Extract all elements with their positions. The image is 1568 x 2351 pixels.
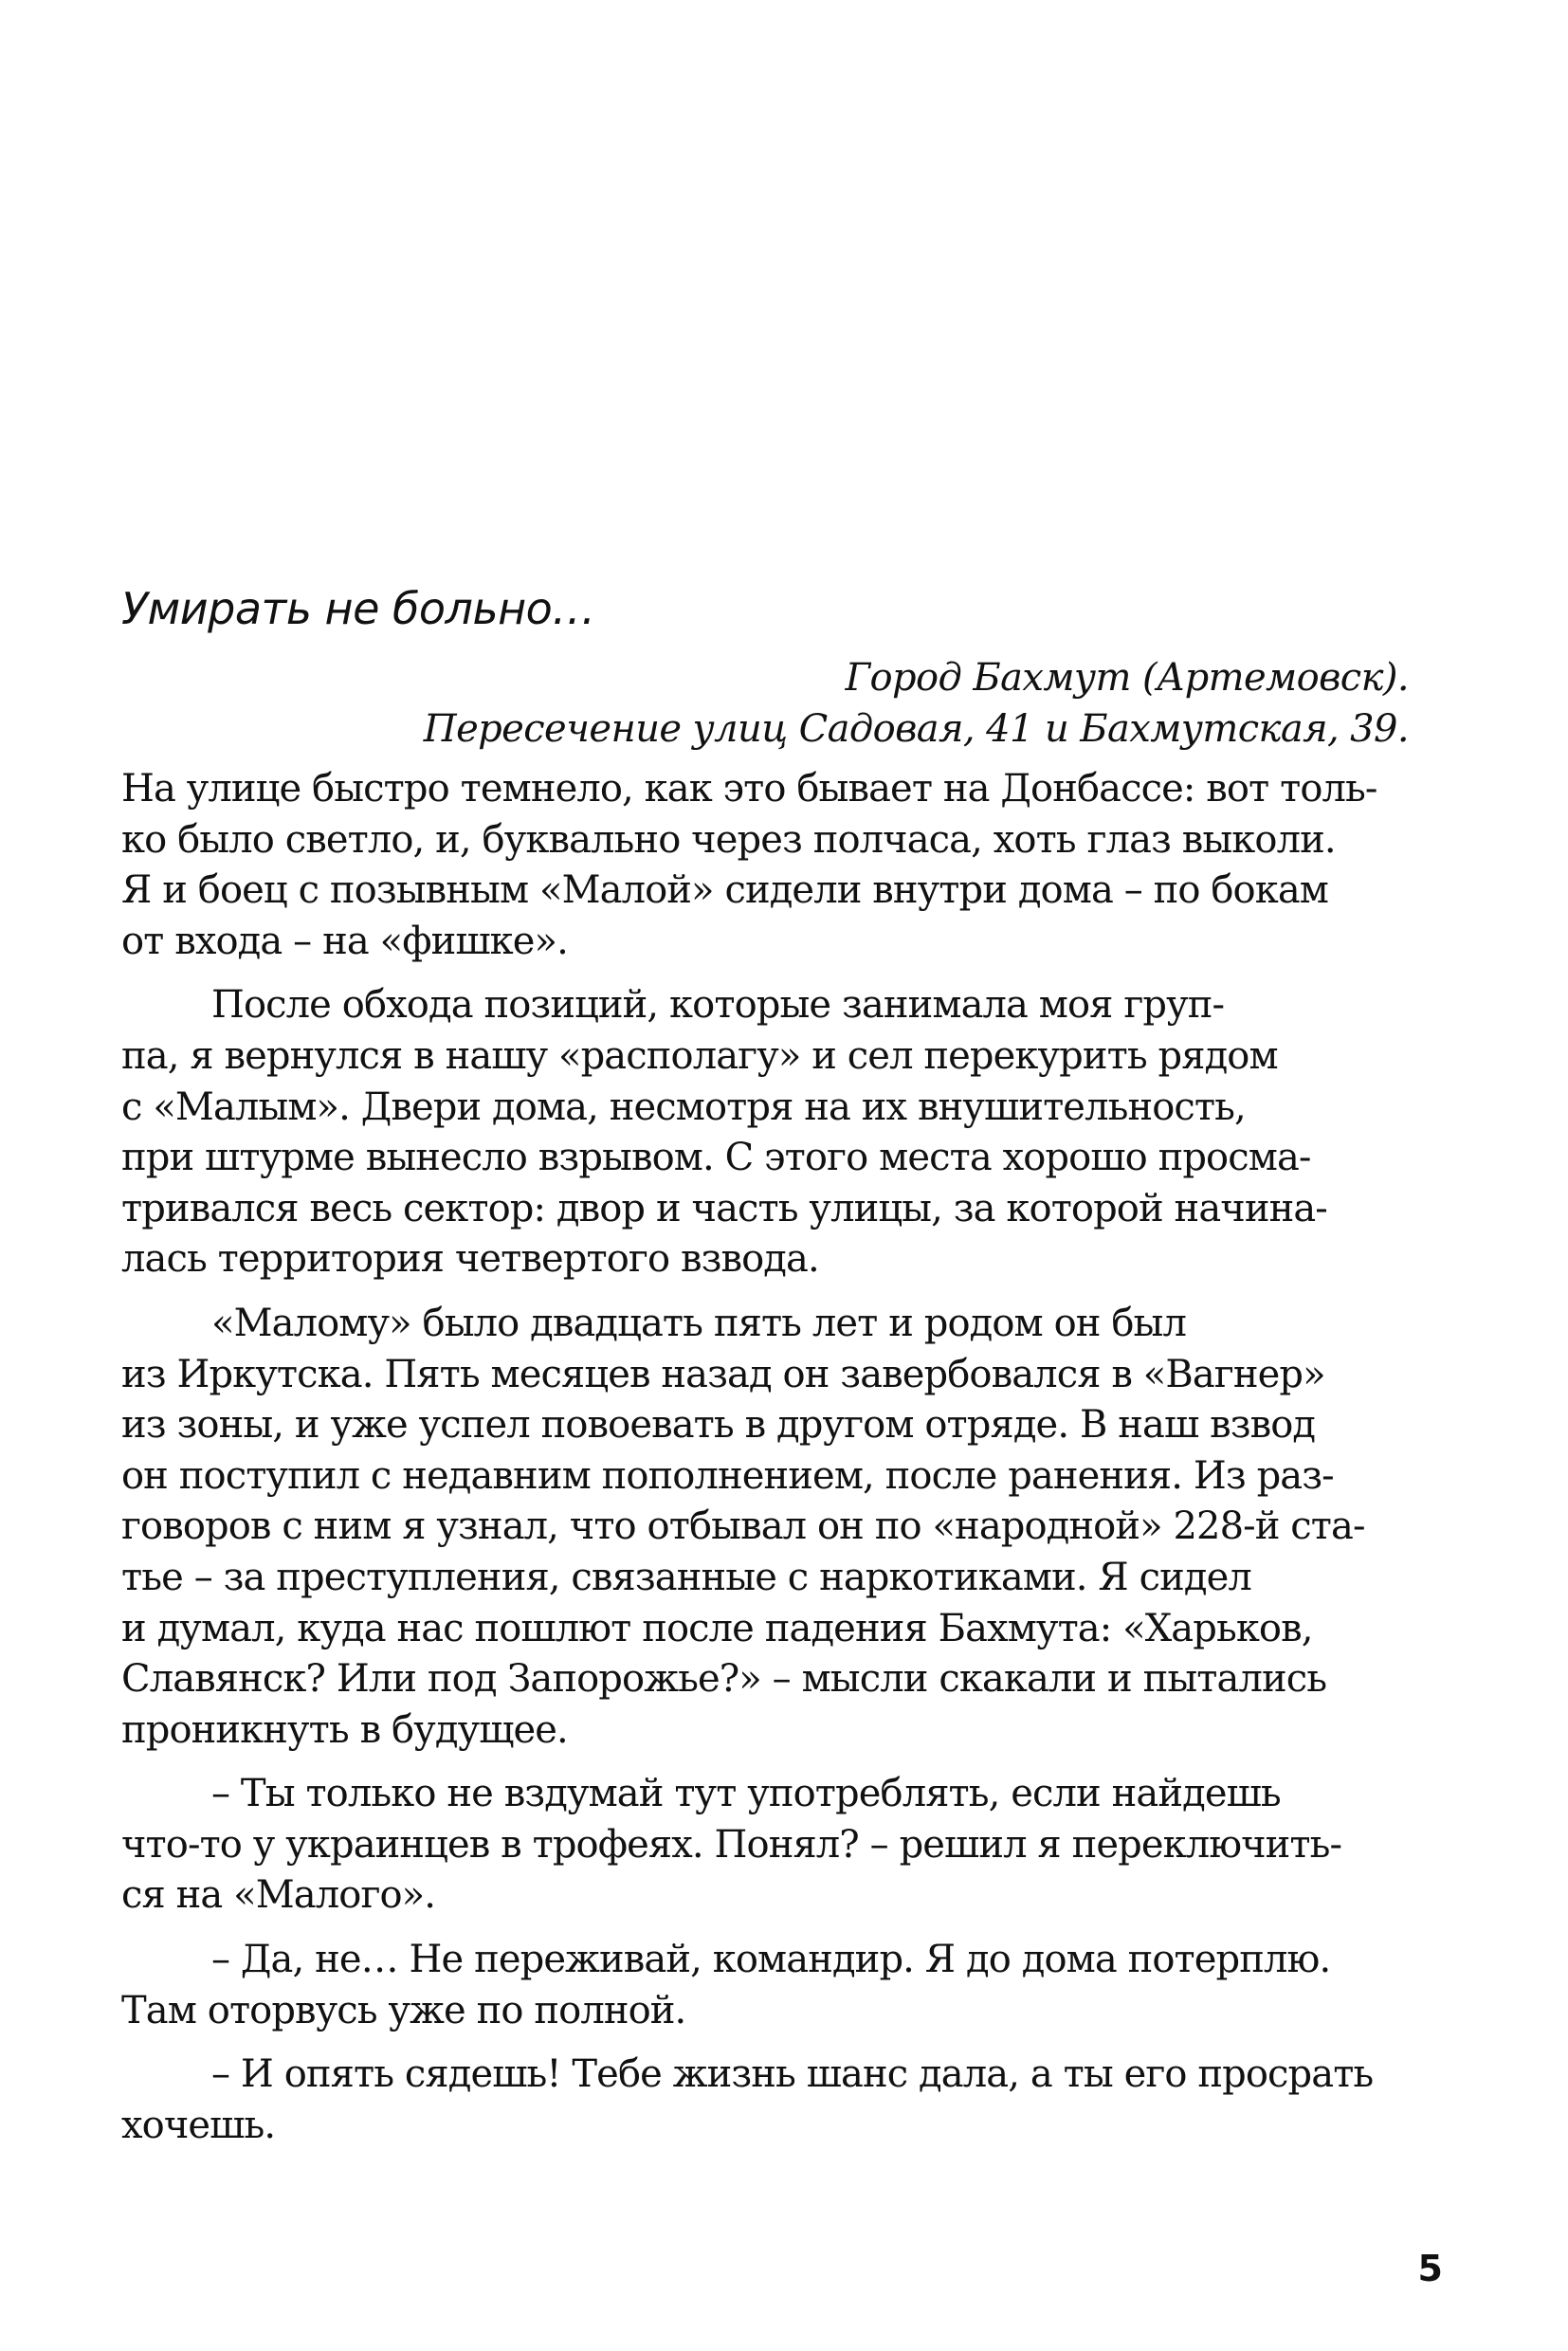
text-line: ко было светло, и, буквально через полчаса, хоть глаз выколи. [121,817,1336,862]
paragraph [121,1299,1449,1756]
text-line: говоров с ним я узнал, что отбывал он по «народной» 228-й ста- [121,1504,1365,1549]
text-line: из зоны, и уже успел повоевать в другом отряде. В наш взвод [121,1403,1316,1448]
text-line: – И опять сядешь! Тебе жизнь шанс дала, а ты его просрать [211,2052,1374,2097]
epigraph-line-city: Город Бахмут (Артемовск). [845,656,1409,700]
chapter-title: Умирать не больно… [121,583,595,634]
text-line: с «Малым». Двери дома, несмотря на их внушительность, [121,1084,1246,1129]
text-line: па, я вернулся в нашу «располагу» и сел перекурить рядом [121,1033,1278,1078]
text-line: ся на «Малого». [121,1873,436,1918]
epigraph-line-address: Пересечение улиц Садовая, 41 и Бахмутская, 39. [423,707,1409,751]
paragraph [121,980,1449,1285]
text-line: и думал, куда нас пошлют после падения Бахмута: «Харьков, [121,1606,1313,1650]
paragraph [121,2050,1449,2151]
text-line: лась территория четвертого взвода. [121,1237,819,1282]
text-line: проникнуть в будущее. [121,1707,568,1752]
epigraph [176,652,1409,755]
text-line: На улице быстро темнело, как это бывает на Донбассе: вот толь- [121,767,1377,811]
text-line: После обхода позиций, которые занимала моя груп- [211,983,1225,1028]
text-line: – Ты только не вздумай тут употреблять, если найдешь [211,1772,1281,1816]
body-text [121,764,1449,2164]
text-line: от входа – на «фишке». [121,919,568,963]
text-line: из Иркутска. Пять месяцев назад он завербовался в «Вагнер» [121,1352,1325,1396]
text-line: Славянск? Или под Запорожье?» – мысли скакали и пытались [121,1657,1327,1702]
paragraph [121,764,1449,967]
paragraph [121,1935,1449,2036]
paragraph [121,1769,1449,1922]
text-line: Я и боец с позывным «Малой» сидели внутри дома – по бокам [121,868,1328,913]
text-line: тривался весь сектор: двор и часть улицы, за которой начина- [121,1186,1327,1230]
text-line: он поступил с недавним пополнением, после ранения. Из раз- [121,1453,1334,1498]
text-line: тье – за преступления, связанные с наркотиками. Я сидел [121,1555,1251,1599]
text-line: Там оторвусь уже по полной. [121,1988,686,2032]
text-line: при штурме вынесло взрывом. С этого места хорошо просма- [121,1136,1311,1180]
text-line: «Малому» было двадцать пять лет и родом он был [211,1301,1186,1345]
text-line: – Да, не… Не переживай, командир. Я до дома потерплю. [211,1938,1331,1982]
text-line: что-то у украинцев в трофеях. Понял? – решил я переключить- [121,1822,1342,1867]
page-number: 5 [1417,2248,1443,2289]
text-line: хочешь. [121,2103,276,2147]
